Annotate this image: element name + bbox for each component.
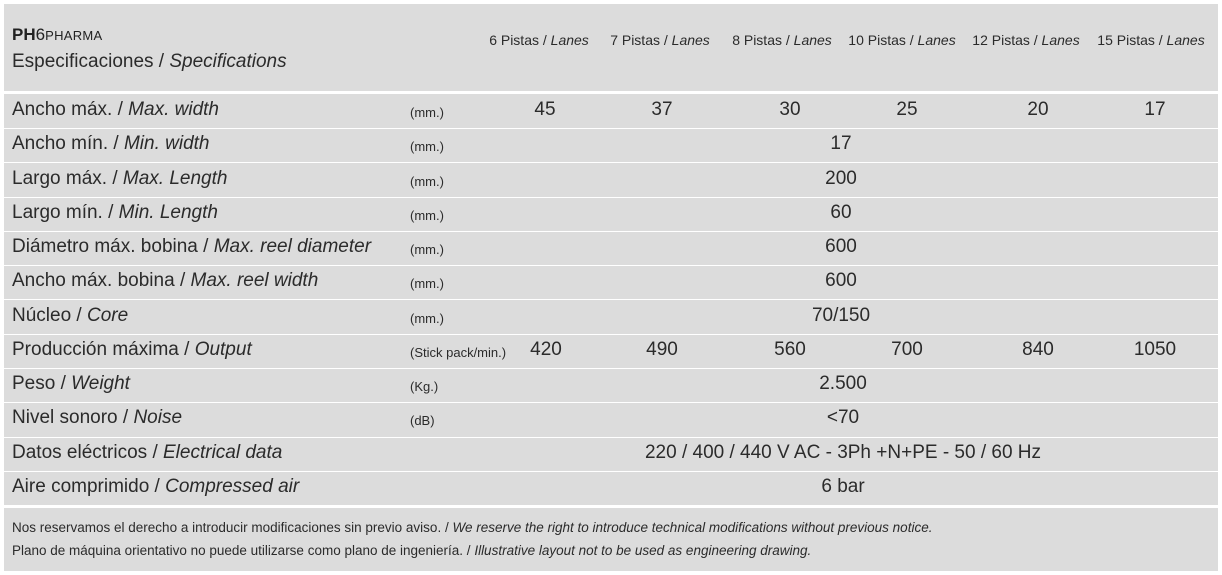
value-6-lanes: 420 [530,339,562,360]
spec-row-min-width [4,128,1218,162]
label-es: Ancho máx. bobina / [12,270,191,291]
label-en: Weight [71,373,130,394]
label-en: Output [194,339,252,360]
row-unit: (dB) [410,413,435,428]
lane-en: Lanes [793,32,832,48]
spec-row-max-width [4,94,1218,128]
label-en: Min. width [123,133,210,154]
row-value: 17 [830,133,852,154]
row-label [12,442,282,464]
row-unit: (mm.) [410,139,444,154]
row-unit: (mm.) [410,242,444,257]
note-en: Illustrative layout not to be used as engineering drawing. [474,543,812,558]
label-en: Max. reel diameter [213,236,372,257]
label-es: Nivel sonoro / [12,407,134,428]
value-15-lanes: 17 [1144,99,1166,120]
lane-es: 6 Pistas / [489,32,551,48]
subtitle-en: Specifications [169,51,287,72]
spec-row-electrical [4,437,1218,471]
row-label [12,407,182,429]
footnote-modifications [12,516,932,539]
label-en: Noise [133,407,183,428]
label-en: Min. Length [118,202,218,223]
label-es: Núcleo / [12,305,87,326]
row-label [12,339,252,361]
lane-en: Lanes [550,32,589,48]
spec-row-compressed-air [4,471,1218,505]
row-value: 2.500 [819,373,867,394]
footnote-layout [12,539,932,562]
label-es: Aire comprimido / [12,476,166,497]
lane-es: 15 Pistas / [1097,32,1167,48]
row-value: 70/150 [811,305,871,326]
product-name [12,25,103,45]
row-value: <70 [826,407,860,428]
row-value: 220 / 400 / 440 V AC - 3Ph +N+PE - 50 / 60 Hz [644,442,1042,463]
spec-row-max-length [4,163,1218,197]
row-value: 6 bar [821,476,865,497]
row-unit: (mm.) [410,208,444,223]
row-label [12,168,227,190]
brand-suffix: PHARMA [45,28,103,43]
label-en: Max. Length [122,168,228,189]
label-es: Diámetro máx. bobina / [12,236,214,257]
spec-row-output [4,334,1218,368]
row-unit: (Stick pack/min.) [410,345,507,360]
value-7-lanes: 37 [651,99,673,120]
value-10-lanes: 25 [896,99,918,120]
lane-en: Lanes [1041,32,1080,48]
value-12-lanes: 20 [1027,99,1049,120]
row-unit: (Kg.) [410,379,439,394]
spec-row-weight [4,368,1218,402]
lane-es: 8 Pistas / [732,32,794,48]
label-es: Largo máx. / [12,168,123,189]
label-es: Producción máxima / [12,339,195,360]
specs-subtitle [12,51,287,73]
row-unit: (mm.) [410,105,444,120]
brand-number: 6 [35,25,46,44]
subtitle-es: Especificaciones / [12,51,170,72]
label-es: Datos eléctricos / [12,442,163,463]
label-en: Max. width [128,99,219,120]
lane-header-8 [732,32,832,48]
spec-row-min-length [4,197,1218,231]
lane-header-10 [848,32,955,48]
lane-header-6 [489,32,589,48]
value-6-lanes: 45 [534,99,556,120]
lane-en: Lanes [1166,32,1205,48]
row-value: 60 [830,202,852,223]
row-value: 600 [825,270,857,291]
value-15-lanes: 1050 [1133,339,1177,360]
label-es: Peso / [12,373,72,394]
label-en: Core [86,305,129,326]
lane-es: 12 Pistas / [972,32,1042,48]
label-en: Compressed air [165,476,300,497]
row-value: 200 [825,168,857,189]
lane-es: 7 Pistas / [610,32,672,48]
spec-row-max-reel-diameter [4,231,1218,265]
label-es: Ancho mín. / [12,133,124,154]
value-8-lanes: 560 [774,339,806,360]
row-label [12,236,371,258]
value-10-lanes: 700 [891,339,923,360]
row-unit: (mm.) [410,276,444,291]
lane-es: 10 Pistas / [848,32,918,48]
spec-sheet [4,4,1218,571]
table-bottom-divider [4,505,1218,508]
row-label [12,476,299,498]
footnotes [12,516,932,562]
note-es: Nos reservamos el derecho a introducir modificaciones sin previo aviso. / [12,520,453,535]
row-label [12,270,318,292]
lane-header-15 [1097,32,1204,48]
spec-row-max-reel-width [4,265,1218,299]
value-7-lanes: 490 [646,339,678,360]
lane-header-12 [972,32,1079,48]
brand-bold: PH [12,25,36,44]
spec-row-noise [4,402,1218,436]
row-label [12,133,209,155]
row-unit: (mm.) [410,174,444,189]
value-12-lanes: 840 [1022,339,1054,360]
spec-row-core [4,300,1218,334]
row-label [12,202,218,224]
label-es: Largo mín. / [12,202,119,223]
note-en: We reserve the right to introduce technical modifications without previous notice. [452,520,933,535]
lane-header-7 [610,32,710,48]
lane-en: Lanes [917,32,956,48]
spec-header [4,4,1218,92]
row-value: 600 [825,236,857,257]
note-es: Plano de máquina orientativo no puede utilizarse como plano de ingeniería. / [12,543,475,558]
label-en: Max. reel width [190,270,319,291]
value-8-lanes: 30 [779,99,801,120]
label-es: Ancho máx. / [12,99,129,120]
label-en: Electrical data [163,442,283,463]
lane-en: Lanes [671,32,710,48]
row-label [12,99,219,121]
row-unit: (mm.) [410,311,444,326]
row-label [12,305,128,327]
row-label [12,373,130,395]
